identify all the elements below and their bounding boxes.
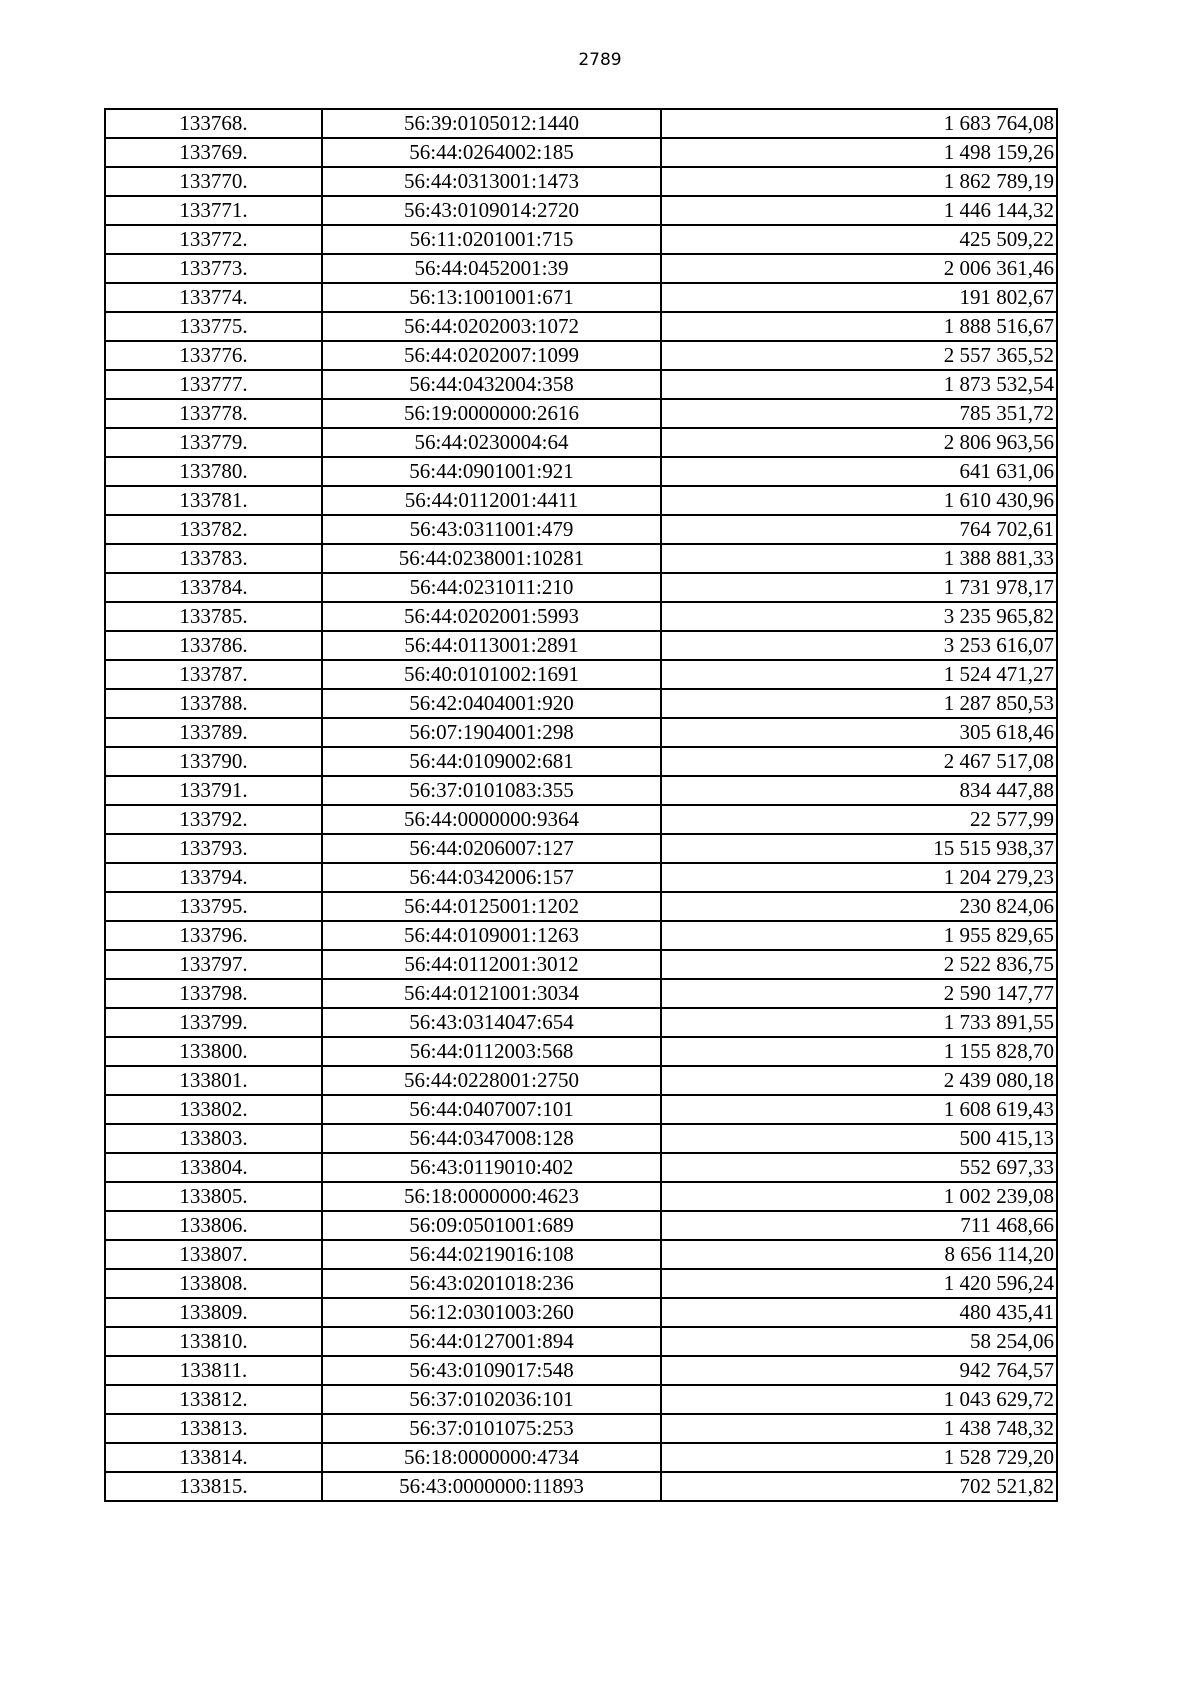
cadastral-value-cell: 22 577,99 — [661, 805, 1057, 834]
table-row — [105, 399, 1057, 428]
cadastral-value-cell: 425 509,22 — [661, 225, 1057, 254]
cadastral-value-cell: 1 155 828,70 — [661, 1037, 1057, 1066]
row-number-cell: 133772. — [105, 225, 322, 254]
row-number-cell: 133775. — [105, 312, 322, 341]
row-number-cell: 133768. — [105, 109, 322, 138]
row-number-cell: 133795. — [105, 892, 322, 921]
table-row — [105, 1124, 1057, 1153]
cadastral-value-table — [104, 108, 1058, 1502]
cadastral-value-cell: 8 656 114,20 — [661, 1240, 1057, 1269]
row-number-cell: 133781. — [105, 486, 322, 515]
table-row — [105, 718, 1057, 747]
cadastral-number-cell: 56:37:0101083:355 — [322, 776, 661, 805]
table-row — [105, 1414, 1057, 1443]
table-row — [105, 1182, 1057, 1211]
row-number-cell: 133807. — [105, 1240, 322, 1269]
cadastral-value-cell: 1 043 629,72 — [661, 1385, 1057, 1414]
table-row — [105, 225, 1057, 254]
row-number-cell: 133782. — [105, 515, 322, 544]
row-number-cell: 133796. — [105, 921, 322, 950]
cadastral-value-cell: 1 420 596,24 — [661, 1269, 1057, 1298]
cadastral-number-cell: 56:09:0501001:689 — [322, 1211, 661, 1240]
cadastral-value-cell: 1 204 279,23 — [661, 863, 1057, 892]
cadastral-value-cell: 834 447,88 — [661, 776, 1057, 805]
cadastral-number-cell: 56:43:0109014:2720 — [322, 196, 661, 225]
cadastral-value-cell: 58 254,06 — [661, 1327, 1057, 1356]
table-row — [105, 312, 1057, 341]
row-number-cell: 133769. — [105, 138, 322, 167]
cadastral-value-cell: 552 697,33 — [661, 1153, 1057, 1182]
table-row — [105, 921, 1057, 950]
table-row — [105, 863, 1057, 892]
cadastral-number-cell: 56:12:0301003:260 — [322, 1298, 661, 1327]
row-number-cell: 133802. — [105, 1095, 322, 1124]
table-row — [105, 138, 1057, 167]
cadastral-number-cell: 56:44:0901001:921 — [322, 457, 661, 486]
table-row — [105, 573, 1057, 602]
row-number-cell: 133770. — [105, 167, 322, 196]
cadastral-number-cell: 56:19:0000000:2616 — [322, 399, 661, 428]
row-number-cell: 133774. — [105, 283, 322, 312]
cadastral-value-cell: 1 388 881,33 — [661, 544, 1057, 573]
cadastral-value-cell: 15 515 938,37 — [661, 834, 1057, 863]
table-row — [105, 1037, 1057, 1066]
cadastral-value-cell: 1 498 159,26 — [661, 138, 1057, 167]
cadastral-number-cell: 56:44:0219016:108 — [322, 1240, 661, 1269]
row-number-cell: 133815. — [105, 1472, 322, 1501]
row-number-cell: 133800. — [105, 1037, 322, 1066]
cadastral-number-cell: 56:44:0125001:1202 — [322, 892, 661, 921]
row-number-cell: 133799. — [105, 1008, 322, 1037]
row-number-cell: 133794. — [105, 863, 322, 892]
table-row — [105, 109, 1057, 138]
table-row — [105, 747, 1057, 776]
table-row — [105, 950, 1057, 979]
table-row — [105, 1066, 1057, 1095]
table-row — [105, 515, 1057, 544]
row-number-cell: 133791. — [105, 776, 322, 805]
table-row — [105, 167, 1057, 196]
cadastral-number-cell: 56:44:0112001:3012 — [322, 950, 661, 979]
cadastral-value-cell: 1 002 239,08 — [661, 1182, 1057, 1211]
cadastral-number-cell: 56:44:0407007:101 — [322, 1095, 661, 1124]
cadastral-number-cell: 56:44:0109001:1263 — [322, 921, 661, 950]
cadastral-number-cell: 56:43:0119010:402 — [322, 1153, 661, 1182]
cadastral-number-cell: 56:44:0127001:894 — [322, 1327, 661, 1356]
cadastral-value-cell: 305 618,46 — [661, 718, 1057, 747]
row-number-cell: 133804. — [105, 1153, 322, 1182]
cadastral-number-cell: 56:43:0314047:654 — [322, 1008, 661, 1037]
cadastral-value-cell: 942 764,57 — [661, 1356, 1057, 1385]
cadastral-value-cell: 1 862 789,19 — [661, 167, 1057, 196]
cadastral-value-cell: 1 608 619,43 — [661, 1095, 1057, 1124]
cadastral-value-cell: 2 439 080,18 — [661, 1066, 1057, 1095]
row-number-cell: 133786. — [105, 631, 322, 660]
row-number-cell: 133789. — [105, 718, 322, 747]
table-row — [105, 1385, 1057, 1414]
table-row — [105, 631, 1057, 660]
table-row — [105, 428, 1057, 457]
cadastral-number-cell: 56:44:0342006:157 — [322, 863, 661, 892]
cadastral-number-cell: 56:18:0000000:4734 — [322, 1443, 661, 1472]
row-number-cell: 133801. — [105, 1066, 322, 1095]
table-row — [105, 1095, 1057, 1124]
row-number-cell: 133797. — [105, 950, 322, 979]
cadastral-number-cell: 56:44:0202001:5993 — [322, 602, 661, 631]
cadastral-value-cell: 1 446 144,32 — [661, 196, 1057, 225]
table-body — [105, 109, 1057, 1501]
cadastral-number-cell: 56:44:0264002:185 — [322, 138, 661, 167]
table-row — [105, 776, 1057, 805]
cadastral-number-cell: 56:44:0206007:127 — [322, 834, 661, 863]
cadastral-value-cell: 230 824,06 — [661, 892, 1057, 921]
row-number-cell: 133784. — [105, 573, 322, 602]
cadastral-number-cell: 56:43:0311001:479 — [322, 515, 661, 544]
row-number-cell: 133788. — [105, 689, 322, 718]
cadastral-number-cell: 56:44:0230004:64 — [322, 428, 661, 457]
row-number-cell: 133773. — [105, 254, 322, 283]
table-row — [105, 892, 1057, 921]
cadastral-number-cell: 56:44:0112003:568 — [322, 1037, 661, 1066]
table-row — [105, 1008, 1057, 1037]
cadastral-number-cell: 56:44:0432004:358 — [322, 370, 661, 399]
cadastral-value-cell: 1 888 516,67 — [661, 312, 1057, 341]
row-number-cell: 133806. — [105, 1211, 322, 1240]
cadastral-value-cell: 1 683 764,08 — [661, 109, 1057, 138]
cadastral-number-cell: 56:44:0202007:1099 — [322, 341, 661, 370]
cadastral-number-cell: 56:43:0000000:11893 — [322, 1472, 661, 1501]
table-row — [105, 1153, 1057, 1182]
table-row — [105, 544, 1057, 573]
cadastral-value-cell: 3 235 965,82 — [661, 602, 1057, 631]
cadastral-value-cell: 2 590 147,77 — [661, 979, 1057, 1008]
row-number-cell: 133803. — [105, 1124, 322, 1153]
row-number-cell: 133778. — [105, 399, 322, 428]
cadastral-value-cell: 711 468,66 — [661, 1211, 1057, 1240]
cadastral-value-cell: 1 955 829,65 — [661, 921, 1057, 950]
table-row — [105, 486, 1057, 515]
table-row — [105, 834, 1057, 863]
cadastral-number-cell: 56:11:0201001:715 — [322, 225, 661, 254]
table-row — [105, 602, 1057, 631]
row-number-cell: 133780. — [105, 457, 322, 486]
row-number-cell: 133809. — [105, 1298, 322, 1327]
cadastral-value-cell: 1 528 729,20 — [661, 1443, 1057, 1472]
table-row — [105, 254, 1057, 283]
cadastral-number-cell: 56:37:0102036:101 — [322, 1385, 661, 1414]
table-row — [105, 1240, 1057, 1269]
page-number: 2789 — [578, 50, 622, 70]
cadastral-value-cell: 1 733 891,55 — [661, 1008, 1057, 1037]
cadastral-value-cell: 3 253 616,07 — [661, 631, 1057, 660]
table-row — [105, 660, 1057, 689]
table-row — [105, 196, 1057, 225]
cadastral-value-cell: 1 731 978,17 — [661, 573, 1057, 602]
cadastral-number-cell: 56:43:0109017:548 — [322, 1356, 661, 1385]
table-row — [105, 979, 1057, 1008]
cadastral-number-cell: 56:40:0101002:1691 — [322, 660, 661, 689]
cadastral-value-cell: 1 287 850,53 — [661, 689, 1057, 718]
row-number-cell: 133811. — [105, 1356, 322, 1385]
cadastral-value-cell: 1 524 471,27 — [661, 660, 1057, 689]
cadastral-value-cell: 2 467 517,08 — [661, 747, 1057, 776]
row-number-cell: 133814. — [105, 1443, 322, 1472]
row-number-cell: 133783. — [105, 544, 322, 573]
cadastral-value-cell: 1 438 748,32 — [661, 1414, 1057, 1443]
cadastral-number-cell: 56:44:0238001:10281 — [322, 544, 661, 573]
row-number-cell: 133777. — [105, 370, 322, 399]
cadastral-number-cell: 56:44:0121001:3034 — [322, 979, 661, 1008]
row-number-cell: 133787. — [105, 660, 322, 689]
cadastral-number-cell: 56:37:0101075:253 — [322, 1414, 661, 1443]
cadastral-value-cell: 2 006 361,46 — [661, 254, 1057, 283]
cadastral-value-cell: 764 702,61 — [661, 515, 1057, 544]
cadastral-value-cell: 785 351,72 — [661, 399, 1057, 428]
cadastral-value-cell: 191 802,67 — [661, 283, 1057, 312]
cadastral-number-cell: 56:44:0202003:1072 — [322, 312, 661, 341]
table-row — [105, 1211, 1057, 1240]
table-row — [105, 370, 1057, 399]
row-number-cell: 133810. — [105, 1327, 322, 1356]
row-number-cell: 133813. — [105, 1414, 322, 1443]
cadastral-number-cell: 56:44:0347008:128 — [322, 1124, 661, 1153]
cadastral-number-cell: 56:44:0228001:2750 — [322, 1066, 661, 1095]
table-row — [105, 283, 1057, 312]
cadastral-value-cell: 1 610 430,96 — [661, 486, 1057, 515]
cadastral-value-cell: 1 873 532,54 — [661, 370, 1057, 399]
row-number-cell: 133779. — [105, 428, 322, 457]
cadastral-value-cell: 2 522 836,75 — [661, 950, 1057, 979]
cadastral-value-cell: 500 415,13 — [661, 1124, 1057, 1153]
cadastral-number-cell: 56:39:0105012:1440 — [322, 109, 661, 138]
cadastral-value-cell: 2 557 365,52 — [661, 341, 1057, 370]
table-row — [105, 689, 1057, 718]
cadastral-number-cell: 56:07:1904001:298 — [322, 718, 661, 747]
cadastral-number-cell: 56:44:0000000:9364 — [322, 805, 661, 834]
cadastral-number-cell: 56:43:0201018:236 — [322, 1269, 661, 1298]
table-row — [105, 1356, 1057, 1385]
table-row — [105, 341, 1057, 370]
cadastral-value-cell: 2 806 963,56 — [661, 428, 1057, 457]
cadastral-number-cell: 56:44:0113001:2891 — [322, 631, 661, 660]
cadastral-number-cell: 56:18:0000000:4623 — [322, 1182, 661, 1211]
cadastral-number-cell: 56:13:1001001:671 — [322, 283, 661, 312]
row-number-cell: 133792. — [105, 805, 322, 834]
table-row — [105, 1443, 1057, 1472]
row-number-cell: 133771. — [105, 196, 322, 225]
cadastral-value-cell: 480 435,41 — [661, 1298, 1057, 1327]
row-number-cell: 133805. — [105, 1182, 322, 1211]
cadastral-number-cell: 56:42:0404001:920 — [322, 689, 661, 718]
cadastral-number-cell: 56:44:0313001:1473 — [322, 167, 661, 196]
row-number-cell: 133790. — [105, 747, 322, 776]
row-number-cell: 133785. — [105, 602, 322, 631]
cadastral-number-cell: 56:44:0112001:4411 — [322, 486, 661, 515]
table-row — [105, 805, 1057, 834]
table-row — [105, 1327, 1057, 1356]
cadastral-number-cell: 56:44:0452001:39 — [322, 254, 661, 283]
table-row — [105, 457, 1057, 486]
row-number-cell: 133776. — [105, 341, 322, 370]
table-row — [105, 1472, 1057, 1501]
table-row — [105, 1269, 1057, 1298]
cadastral-value-cell: 641 631,06 — [661, 457, 1057, 486]
row-number-cell: 133798. — [105, 979, 322, 1008]
row-number-cell: 133812. — [105, 1385, 322, 1414]
row-number-cell: 133808. — [105, 1269, 322, 1298]
table-row — [105, 1298, 1057, 1327]
cadastral-number-cell: 56:44:0109002:681 — [322, 747, 661, 776]
cadastral-number-cell: 56:44:0231011:210 — [322, 573, 661, 602]
cadastral-value-cell: 702 521,82 — [661, 1472, 1057, 1501]
row-number-cell: 133793. — [105, 834, 322, 863]
